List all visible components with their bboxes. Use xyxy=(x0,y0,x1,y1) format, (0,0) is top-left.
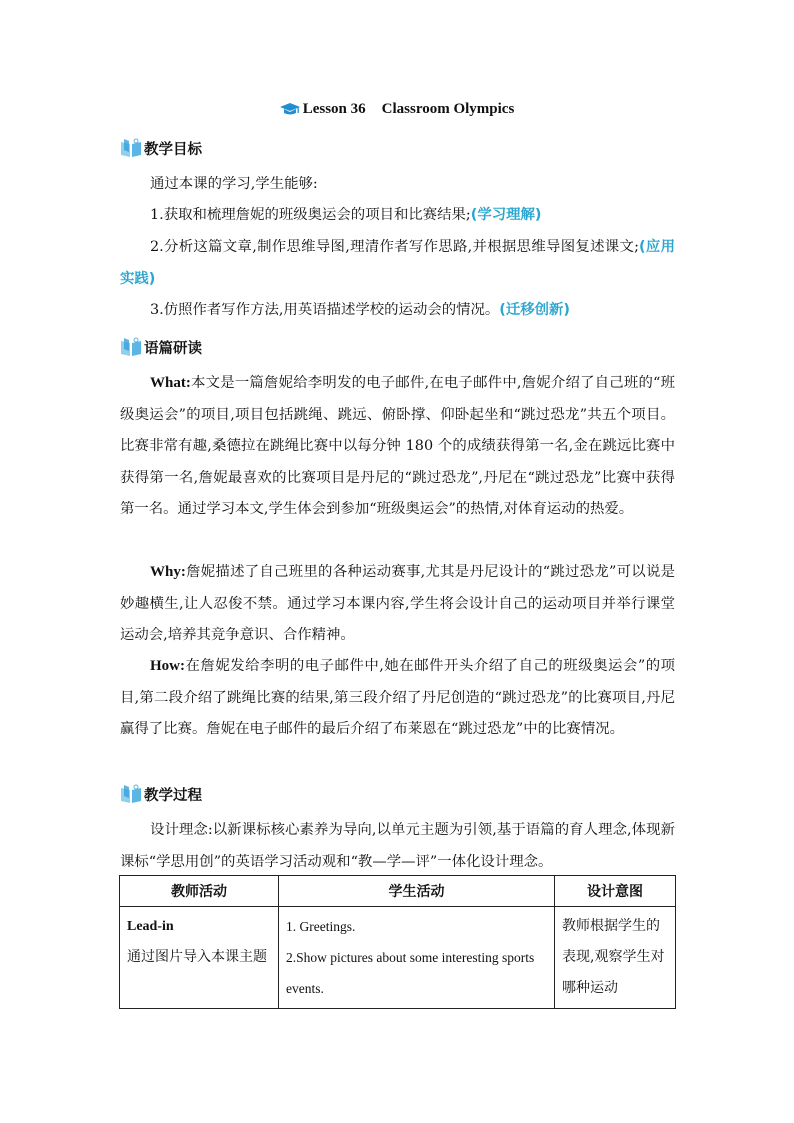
section-label: 教学目标 xyxy=(144,141,202,158)
header-student: 学生活动 xyxy=(279,876,555,907)
goal-item-1: 1.获取和梳理詹妮的班级奥运会的项目和比赛结果;(学习理解) xyxy=(150,207,542,223)
table-row xyxy=(120,907,676,1009)
graduation-cap-icon xyxy=(280,102,300,116)
section-heading-reading xyxy=(120,336,202,358)
teacher-activity-cell xyxy=(120,907,279,1009)
reading-how: How:在詹妮发给李明的电子邮件中,她在邮件开头介绍了自己的班级奥运会”的项目,第二段介绍了跳绳比赛的结果,第三段介绍了丹尼创造的“跳过恐龙”的比赛项目,丹尼赢得了比赛。詹妮在电子邮件的最后介绍了布莱恩在“跳过恐龙”中的比赛情况。 xyxy=(120,658,675,737)
lesson-number: Lesson 36 xyxy=(302,101,366,117)
stage-title: Lead-in xyxy=(127,919,174,934)
goal-item-3: 3.仿照作者写作方法,用英语描述学校的运动会的情况。(迁移创新) xyxy=(150,302,571,318)
tag-application: (应用实践) xyxy=(120,239,675,287)
student-activity-1: 1. Greetings. xyxy=(286,919,356,934)
book-icon xyxy=(120,138,142,158)
section-heading-process xyxy=(120,783,202,805)
book-icon xyxy=(120,784,142,804)
goal-item-2: 2.分析这篇文章,制作思维导图,理清作者写作思路,并根据思维导图复述课文;(应用实践) xyxy=(120,239,675,287)
book-icon xyxy=(120,337,142,357)
reading-what: What:本文是一篇詹妮给李明发的电子邮件,在电子邮件中,詹妮介绍了自己班的“班级奥运会”的项目,项目包括跳绳、跳远、俯卧撑、仰卧起坐和“跳过恐龙”共五个项目。比赛非常有趣,桑德拉在跳绳比赛中以每分钟 180 个的成绩获得第一名,金在跳远比赛中获得第一名,詹妮最喜欢的比赛项目是丹尼的“跳过恐龙”,丹尼在“跳过恐龙”比赛中获得第一名。通过学习本文,学生体会到参加“班级奥运会”的热情,对体育运动的热爱。 xyxy=(120,375,675,517)
lesson-title xyxy=(0,101,794,118)
student-activity-cell xyxy=(279,907,555,1009)
section-label: 教学过程 xyxy=(144,787,202,804)
header-teacher: 教师活动 xyxy=(120,876,279,907)
student-activity-2: 2.Show pictures about some interesting sports events. xyxy=(286,950,535,996)
design-intent-cell xyxy=(555,907,676,1009)
teacher-activity-text: 通过图片导入本课主题 xyxy=(127,949,267,965)
section-label: 语篇研读 xyxy=(144,340,202,357)
reading-why: Why:詹妮描述了自己班里的各种运动赛事,尤其是丹尼设计的“跳过恐龙”可以说是妙趣横生,让人忍俊不禁。通过学习本课内容,学生将会设计自己的运动项目并举行课堂运动会,培养其竞争意识、合作精神。 xyxy=(120,564,675,643)
design-concept: 设计理念:以新课标核心素养为导向,以单元主题为引领,基于语篇的育人理念,体现新课标“学思用创”的英语学习活动观和“教—学—评”一体化设计理念。 xyxy=(120,822,675,870)
teaching-process-table xyxy=(119,875,676,1009)
lesson-name: Classroom Olympics xyxy=(381,101,515,117)
header-intent: 设计意图 xyxy=(555,876,676,907)
goals-intro: 通过本课的学习,学生能够: xyxy=(150,176,318,192)
table-header-row xyxy=(120,876,676,907)
design-intent-text: 教师根据学生的表现,观察学生对哪种运动 xyxy=(562,918,665,996)
tag-transfer: (迁移创新) xyxy=(499,302,571,318)
section-heading-goals xyxy=(120,137,202,159)
tag-learning: (学习理解) xyxy=(470,207,542,223)
